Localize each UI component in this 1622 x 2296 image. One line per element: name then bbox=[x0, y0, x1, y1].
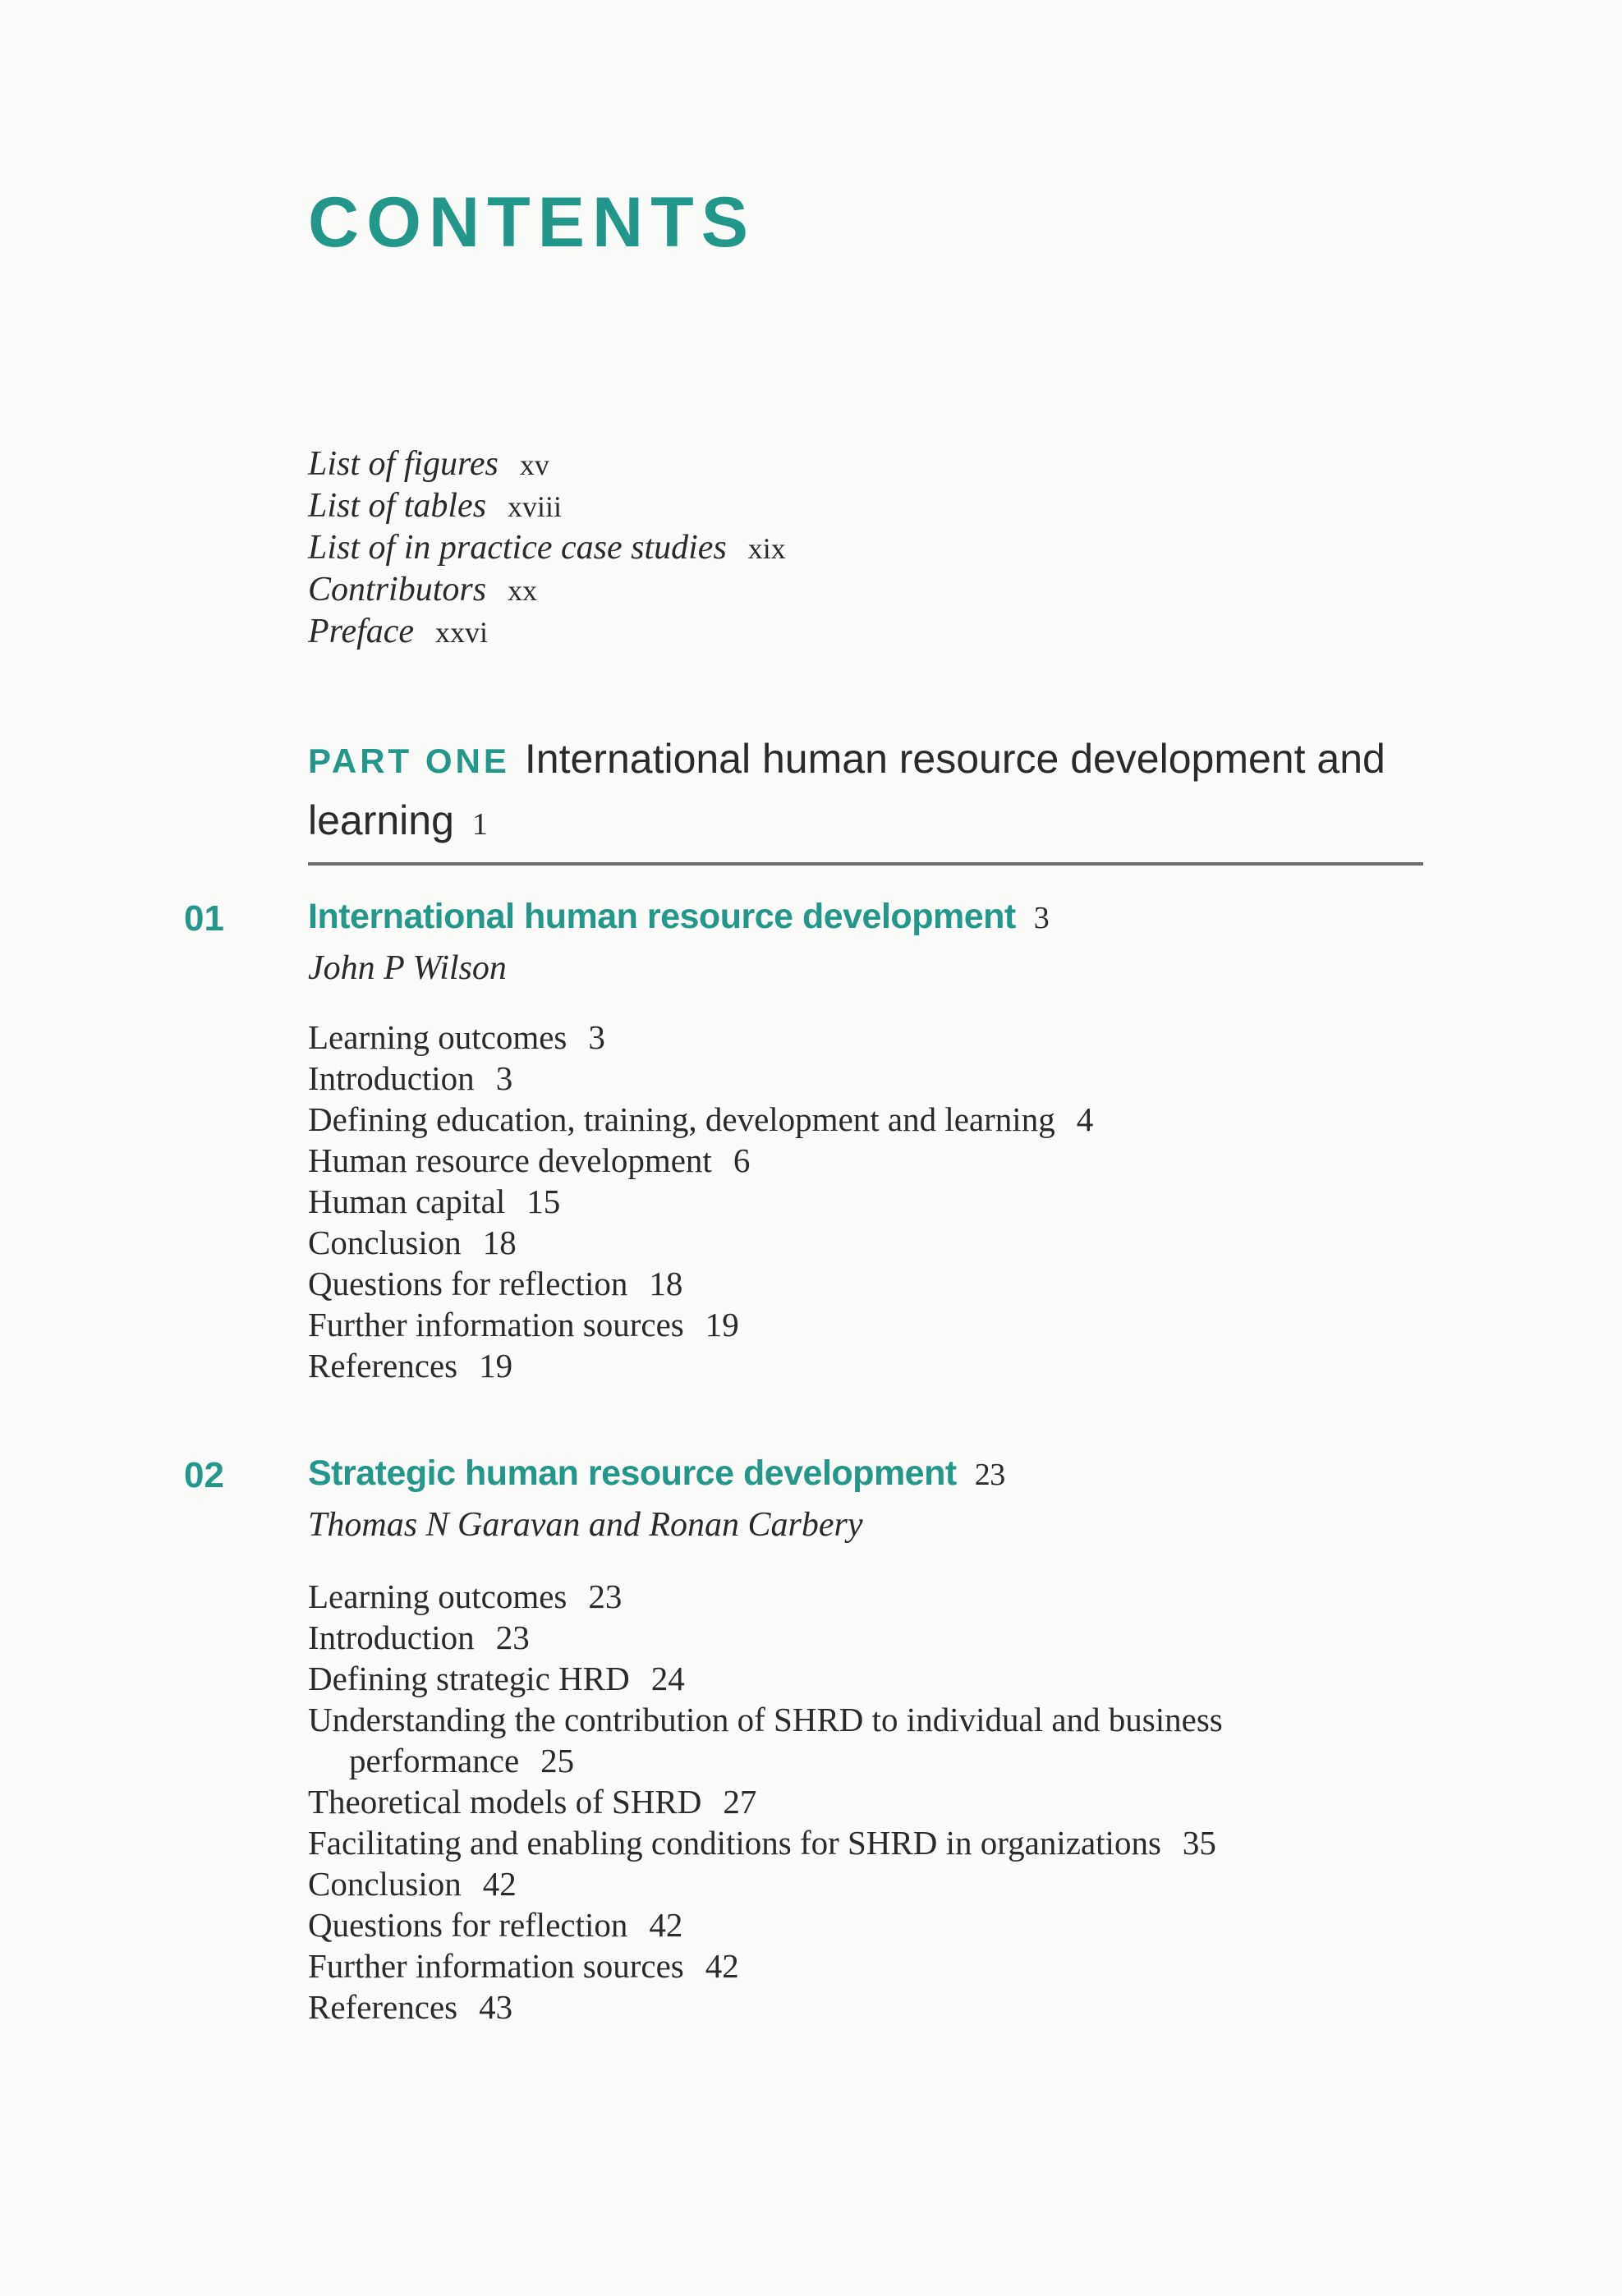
entry-page: 23 bbox=[495, 1619, 530, 1656]
entry-label: Conclusion bbox=[308, 1865, 462, 1903]
toc-entry[interactable] bbox=[308, 1658, 1223, 1699]
entry-label: Questions for reflection bbox=[308, 1906, 628, 1944]
entry-page: 43 bbox=[479, 1988, 513, 2026]
chapter-title-text: International human resource development bbox=[308, 897, 1016, 936]
entry-page: 3 bbox=[495, 1059, 513, 1097]
entry-label: Learning outcomes bbox=[308, 1018, 567, 1056]
entry-page: 24 bbox=[650, 1660, 685, 1697]
toc-entry[interactable] bbox=[308, 1699, 1223, 1781]
section-list bbox=[308, 1017, 1093, 1386]
entry-page: 42 bbox=[482, 1865, 517, 1903]
part-heading[interactable] bbox=[308, 729, 1425, 854]
entry-label: Theoretical models of SHRD bbox=[308, 1783, 702, 1821]
toc-entry[interactable] bbox=[308, 1181, 1093, 1222]
toc-entry[interactable] bbox=[308, 1222, 1093, 1263]
toc-entry[interactable] bbox=[308, 1576, 1223, 1617]
chapter-page: 3 bbox=[1033, 901, 1050, 935]
entry-page: 6 bbox=[733, 1141, 751, 1179]
entry-label: Contributors bbox=[308, 571, 487, 608]
entry-page: xxvi bbox=[435, 616, 489, 649]
entry-label: List of figures bbox=[308, 445, 499, 483]
entry-page: 15 bbox=[526, 1182, 561, 1220]
entry-label: List of tables bbox=[308, 487, 487, 525]
toc-entry[interactable] bbox=[308, 527, 786, 569]
entry-page: xviii bbox=[508, 490, 563, 523]
toc-entry[interactable] bbox=[308, 1617, 1223, 1658]
toc-entry[interactable] bbox=[308, 1263, 1093, 1304]
entry-label: Human resource development bbox=[308, 1141, 712, 1179]
toc-entry[interactable] bbox=[308, 1781, 1223, 1822]
entry-page: 18 bbox=[482, 1224, 517, 1261]
divider bbox=[308, 862, 1423, 866]
entry-label: Defining education, training, development and learning bbox=[308, 1100, 1055, 1138]
entry-page: 42 bbox=[649, 1906, 683, 1944]
entry-page: 3 bbox=[588, 1018, 605, 1056]
entry-page: 42 bbox=[705, 1947, 739, 1985]
entry-page: 19 bbox=[479, 1347, 513, 1384]
entry-label: Conclusion bbox=[308, 1224, 462, 1261]
part-title: International human resource development and learning bbox=[308, 736, 1385, 843]
toc-entry[interactable] bbox=[308, 485, 786, 527]
entry-page: 4 bbox=[1076, 1100, 1094, 1138]
toc-entry[interactable] bbox=[308, 569, 786, 611]
toc-entry[interactable] bbox=[308, 611, 786, 653]
entry-page: xv bbox=[519, 448, 549, 481]
toc-entry[interactable] bbox=[308, 1986, 1223, 2027]
entry-label: Learning outcomes bbox=[308, 1577, 567, 1615]
entry-label: References bbox=[308, 1988, 458, 2026]
toc-entry[interactable] bbox=[308, 1904, 1223, 1945]
toc-entry[interactable] bbox=[308, 1304, 1093, 1345]
toc-entry[interactable] bbox=[308, 1822, 1223, 1863]
entry-label: Understanding the contribution of SHRD to individual and business bbox=[308, 1701, 1223, 1738]
toc-entry[interactable] bbox=[308, 443, 786, 485]
page-title: CONTENTS bbox=[308, 183, 756, 262]
entry-label-continued: performance bbox=[349, 1742, 520, 1779]
part-label: PART ONE bbox=[308, 742, 510, 780]
section-list bbox=[308, 1576, 1223, 2027]
toc-entry[interactable] bbox=[308, 1945, 1223, 1986]
entry-page: 23 bbox=[588, 1577, 623, 1615]
entry-label: Human capital bbox=[308, 1182, 506, 1220]
entry-page: 27 bbox=[723, 1783, 757, 1821]
toc-entry[interactable] bbox=[308, 1058, 1093, 1099]
entry-label: Preface bbox=[308, 613, 415, 650]
entry-label: Introduction bbox=[308, 1059, 475, 1097]
chapter-number: 02 bbox=[184, 1455, 224, 1495]
chapter-number: 01 bbox=[184, 898, 224, 939]
chapter-title[interactable] bbox=[308, 1453, 1005, 1494]
entry-page: 19 bbox=[705, 1306, 739, 1343]
toc-entry[interactable] bbox=[308, 1099, 1093, 1140]
chapter-title-text: Strategic human resource development bbox=[308, 1453, 957, 1493]
entry-label: Facilitating and enabling conditions for SHRD in organizations bbox=[308, 1824, 1161, 1862]
front-matter-list bbox=[308, 443, 786, 653]
entry-page: xix bbox=[747, 532, 786, 565]
entry-label: List of in practice case studies bbox=[308, 529, 727, 567]
entry-label: Further information sources bbox=[308, 1306, 684, 1343]
entry-label: Further information sources bbox=[308, 1947, 684, 1985]
entry-page: 18 bbox=[649, 1265, 683, 1302]
entry-label: Defining strategic HRD bbox=[308, 1660, 630, 1697]
entry-page: 25 bbox=[540, 1742, 575, 1779]
toc-entry[interactable] bbox=[308, 1017, 1093, 1058]
chapter-title[interactable] bbox=[308, 897, 1049, 937]
chapter-page: 23 bbox=[974, 1458, 1005, 1492]
entry-page: 35 bbox=[1182, 1824, 1216, 1862]
toc-entry[interactable] bbox=[308, 1345, 1093, 1386]
entry-label: Introduction bbox=[308, 1619, 475, 1656]
entry-page: xx bbox=[508, 574, 538, 607]
entry-label: Questions for reflection bbox=[308, 1265, 628, 1302]
entry-label: References bbox=[308, 1347, 458, 1384]
part-page: 1 bbox=[471, 807, 488, 842]
toc-entry[interactable] bbox=[308, 1863, 1223, 1904]
chapter-author: John P Wilson bbox=[308, 949, 507, 987]
chapter-author: Thomas N Garavan and Ronan Carbery bbox=[308, 1506, 863, 1544]
toc-entry[interactable] bbox=[308, 1140, 1093, 1181]
